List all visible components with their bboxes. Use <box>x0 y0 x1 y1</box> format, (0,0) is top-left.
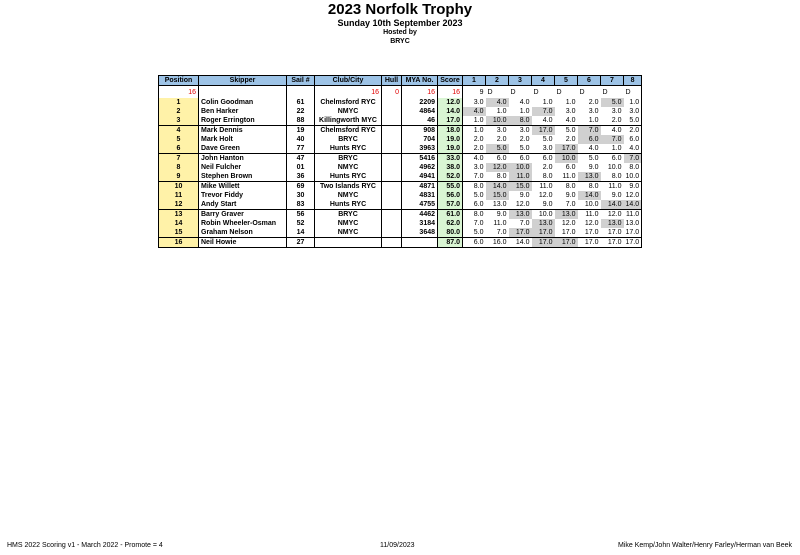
score-cell: 17.0 <box>438 116 463 126</box>
race-result-cell: 11.0 <box>509 172 532 182</box>
race-result-cell: 9.0 <box>624 182 642 192</box>
race-result-cell: 7.0 <box>486 228 509 238</box>
score-cell: 56.0 <box>438 191 463 200</box>
race-result-cell: 12.0 <box>584 220 599 227</box>
race-result-cell: 9.0 <box>532 200 555 210</box>
race-result-cell: 5.0 <box>463 228 486 238</box>
hull-cell <box>382 135 402 144</box>
sail-cell: 61 <box>287 98 315 107</box>
race-result-cell: 11.0 <box>539 183 553 190</box>
hull-cell <box>382 191 402 200</box>
race-result-cell: 3.0 <box>473 164 484 171</box>
race-result-cell: 17.0 <box>624 238 642 248</box>
table-row <box>159 210 642 220</box>
skipper-cell: Barry Graver <box>199 210 287 220</box>
score-cell: 14.0 <box>438 107 463 116</box>
race-result-cell: 11.0 <box>493 220 507 227</box>
mya-cell: 4831 <box>402 191 438 200</box>
race-result-cell: 1.0 <box>565 99 576 106</box>
race-result-cell: 6.0 <box>578 135 601 144</box>
sail-cell: 52 <box>287 219 315 228</box>
race-result-cell: 9.0 <box>496 211 507 218</box>
skipper-cell: Robin Wheeler-Osman <box>199 219 287 228</box>
race-label: D <box>579 88 585 96</box>
race-result-cell: 4.0 <box>611 127 622 134</box>
skipper-cell: John Hanton <box>199 154 287 164</box>
score-cell: 62.0 <box>438 219 463 228</box>
race-result-cell: 8.0 <box>565 183 576 190</box>
club-cell: NMYC <box>315 107 382 116</box>
score-cell: 57.0 <box>438 200 463 210</box>
race-result-cell: 9.0 <box>611 192 622 199</box>
mya-cell: 5416 <box>402 154 438 164</box>
race-result-cell: 6.0 <box>463 200 486 210</box>
position-cell: 10 <box>159 182 199 192</box>
race-result-cell: 1.0 <box>542 99 553 106</box>
mya-cell: 3184 <box>402 219 438 228</box>
table-row <box>159 191 642 200</box>
race-result-cell: 17.0 <box>509 228 532 238</box>
race-result-cell: 10.0 <box>538 211 553 218</box>
club-cell: NMYC <box>315 191 382 200</box>
race-label: D <box>602 88 608 96</box>
hull-cell <box>382 107 402 116</box>
table-row <box>159 144 642 154</box>
column-header: 4 <box>532 76 555 86</box>
race-result-cell: 8.0 <box>624 163 642 172</box>
skipper-cell: Colin Goodman <box>199 98 287 107</box>
club-count: 16 <box>315 86 382 99</box>
position-cell: 6 <box>159 144 199 154</box>
race-result-cell: 12.0 <box>607 211 622 218</box>
mya-cell: 908 <box>402 126 438 136</box>
table-row <box>159 98 642 107</box>
club-cell: Hunts RYC <box>315 200 382 210</box>
race-label: D <box>556 88 562 96</box>
race-result-cell: 17.0 <box>555 228 578 238</box>
sail-cell: 22 <box>287 107 315 116</box>
sail-cell: 27 <box>287 238 315 248</box>
column-header: Position <box>159 76 199 86</box>
race-result-cell: 13.0 <box>532 219 555 228</box>
hull-cell <box>382 144 402 154</box>
race-result-cell: 2.0 <box>473 136 484 143</box>
sail-cell: 40 <box>287 135 315 144</box>
column-header: 3 <box>509 76 532 86</box>
position-cell: 8 <box>159 163 199 172</box>
table-row <box>159 219 642 228</box>
race-result-cell: 2.0 <box>496 136 507 143</box>
race-result-cell: 4.0 <box>578 144 601 154</box>
race-result-cell: 15.0 <box>509 182 532 192</box>
race-result-cell: 2.0 <box>519 136 530 143</box>
position-cell: 2 <box>159 107 199 116</box>
race-result-cell: 7.0 <box>601 135 624 144</box>
mya-cell: 46 <box>402 116 438 126</box>
score-cell: 18.0 <box>438 126 463 136</box>
race-result-cell: 3.0 <box>519 127 530 134</box>
race-result-cell: 1.0 <box>473 127 484 134</box>
race-result-cell: 5.0 <box>601 98 624 107</box>
race-result-cell: 6.0 <box>565 164 576 171</box>
race-label: D <box>510 88 516 96</box>
race-result-cell: 10.0 <box>555 154 578 164</box>
club-cell: Killingworth MYC <box>315 116 382 126</box>
club-cell: BRYC <box>315 210 382 220</box>
sail-cell: 56 <box>287 210 315 220</box>
column-header: Score <box>438 76 463 86</box>
race-result-cell: 13.0 <box>578 172 601 182</box>
race-result-cell: 10.0 <box>607 164 622 171</box>
sail-cell: 19 <box>287 126 315 136</box>
race-result-cell: 1.0 <box>624 98 642 107</box>
race-result-cell: 13.0 <box>509 210 532 220</box>
club-cell: BRYC <box>315 154 382 164</box>
score-cell: 87.0 <box>438 238 463 248</box>
position-cell: 12 <box>159 200 199 210</box>
race-result-cell: 17.0 <box>624 228 642 238</box>
race-result-cell: 7.0 <box>463 172 486 182</box>
race-result-cell: 1.0 <box>601 144 624 154</box>
score-cell: 52.0 <box>438 172 463 182</box>
skipper-cell: Ben Harker <box>199 107 287 116</box>
column-header: 1 <box>463 76 486 86</box>
race-result-cell: 2.0 <box>588 99 599 106</box>
mya-cell: 4462 <box>402 210 438 220</box>
race-result-cell: 7.0 <box>532 107 555 116</box>
race-result-cell: 10.0 <box>486 116 509 126</box>
skipper-cell: Graham Nelson <box>199 228 287 238</box>
race-result-cell: 11.0 <box>585 211 599 218</box>
race-result-cell: 3.0 <box>473 99 484 106</box>
race-result-cell: 5.0 <box>473 192 484 199</box>
sail-cell: 83 <box>287 200 315 210</box>
hull-cell <box>382 126 402 136</box>
race-result-cell: 11.0 <box>624 210 642 220</box>
race-result-cell: 4.0 <box>624 144 642 154</box>
column-header: 5 <box>555 76 578 86</box>
race-result-cell: 3.0 <box>565 108 576 115</box>
race-result-cell: 9.0 <box>588 164 599 171</box>
race-result-cell: 14.0 <box>624 200 642 210</box>
score-cell: 61.0 <box>438 210 463 220</box>
column-header: 2 <box>486 76 509 86</box>
race-result-cell: 5.0 <box>486 144 509 154</box>
hull-cell <box>382 219 402 228</box>
race-result-cell: 8.0 <box>473 211 484 218</box>
score-cell: 19.0 <box>438 135 463 144</box>
race-result-cell: 7.0 <box>519 220 530 227</box>
results-table <box>158 75 642 248</box>
sail-cell: 77 <box>287 144 315 154</box>
mya-cell: 704 <box>402 135 438 144</box>
position-cell: 15 <box>159 228 199 238</box>
hosted-by-label: Hosted by <box>383 29 417 36</box>
mya-cell: 2209 <box>402 98 438 107</box>
race-result-cell: 6.0 <box>542 155 553 162</box>
race-result-cell: 12.0 <box>538 192 553 199</box>
race-result-cell: 2.0 <box>601 116 624 126</box>
mya-count: 16 <box>402 86 438 99</box>
club-cell: Chelmsford RYC <box>315 98 382 107</box>
race-result-cell: 5.0 <box>624 116 642 126</box>
hull-cell <box>382 116 402 126</box>
sail-cell: 14 <box>287 228 315 238</box>
race-result-cell: 8.0 <box>486 172 509 182</box>
skipper-cell: Mark Dennis <box>199 126 287 136</box>
sail-cell: 47 <box>287 154 315 164</box>
sail-cell: 01 <box>287 163 315 172</box>
table-row <box>159 135 642 144</box>
sail-cell: 88 <box>287 116 315 126</box>
position-cell: 14 <box>159 219 199 228</box>
race-result-cell: 12.0 <box>624 191 642 200</box>
header-row <box>159 76 642 86</box>
hull-cell <box>382 238 402 248</box>
race-result-cell: 7.0 <box>624 154 642 164</box>
race-label: D <box>487 88 493 96</box>
race-label: D <box>533 88 539 96</box>
skipper-cell: Trevor Fiddy <box>199 191 287 200</box>
position-cell: 13 <box>159 210 199 220</box>
race-result-cell: 4.0 <box>486 98 509 107</box>
column-header: 7 <box>601 76 624 86</box>
skipper-cell: Andy Start <box>199 200 287 210</box>
mya-cell: 4871 <box>402 182 438 192</box>
race-result-cell: 8.0 <box>473 183 484 190</box>
race-result-cell: 8.0 <box>509 116 532 126</box>
race-result-cell: 5.0 <box>565 127 576 134</box>
club-cell: Hunts RYC <box>315 144 382 154</box>
race-result-cell: 14.0 <box>486 182 509 192</box>
position-cell: 11 <box>159 191 199 200</box>
footer-credits: Mike Kemp/John Walter/Henry Farley/Herman van Beek <box>617 542 792 549</box>
race-result-cell: 5.0 <box>542 136 553 143</box>
race-result-cell: 6.0 <box>463 238 486 248</box>
hull-cell <box>382 210 402 220</box>
club-cell: Hunts RYC <box>315 172 382 182</box>
table-row <box>159 107 642 116</box>
score-cell: 19.0 <box>438 144 463 154</box>
race-result-cell: 6.0 <box>611 155 622 162</box>
sail-cell: 36 <box>287 172 315 182</box>
position-cell: 9 <box>159 172 199 182</box>
race-result-cell: 17.0 <box>601 228 624 238</box>
footer-version: HMS 2022 Scoring v1 - March 2022 - Promote = 4 <box>7 542 163 549</box>
race-result-cell: 17.0 <box>555 144 578 154</box>
column-header: Hull <box>382 76 402 86</box>
position-cell: 1 <box>159 98 199 107</box>
race-result-cell: 13.0 <box>486 200 509 210</box>
race-result-cell: 17.0 <box>601 238 624 248</box>
race-result-cell: 16.0 <box>486 238 509 248</box>
club-cell: NMYC <box>315 163 382 172</box>
race-result-cell: 6.0 <box>496 155 507 162</box>
race-result-cell: 4.0 <box>555 116 578 126</box>
page-title: 2023 Norfolk Trophy <box>327 1 473 18</box>
race-result-cell: 5.0 <box>588 155 599 162</box>
race-result-cell: 6.0 <box>624 135 642 144</box>
hull-cell <box>382 200 402 210</box>
column-header: Club/City <box>315 76 382 86</box>
club-cell: Chelmsford RYC <box>315 126 382 136</box>
race-result-cell: 11.0 <box>555 172 578 182</box>
mya-cell: 4941 <box>402 172 438 182</box>
race-result-cell: 10.0 <box>509 163 532 172</box>
race-result-cell: 6.0 <box>519 155 530 162</box>
position-cell: 16 <box>159 238 199 248</box>
race-result-cell: 17.0 <box>578 228 601 238</box>
race-result-cell: 9.0 <box>519 192 530 199</box>
mya-cell: 3648 <box>402 228 438 238</box>
race-result-cell: 17.0 <box>555 238 578 248</box>
race-label: D <box>624 86 642 99</box>
race-result-cell: 4.0 <box>532 116 555 126</box>
race-result-cell: 13.0 <box>624 219 642 228</box>
race-result-cell: 12.0 <box>486 163 509 172</box>
score-cell: 38.0 <box>438 163 463 172</box>
race-result-cell: 13.0 <box>555 210 578 220</box>
position-cell: 4 <box>159 126 199 136</box>
count-row <box>159 86 642 99</box>
hull-cell <box>382 182 402 192</box>
race-result-cell: 17.0 <box>532 238 555 248</box>
race-result-cell: 15.0 <box>486 191 509 200</box>
race-result-cell: 11.0 <box>608 183 622 190</box>
skipper-cell: Neil Howie <box>199 238 287 248</box>
skipper-cell: Mark Holt <box>199 135 287 144</box>
host-club: BRYC <box>390 38 410 45</box>
race-result-cell: 2.0 <box>624 126 642 136</box>
race-result-cell: 7.0 <box>578 126 601 136</box>
race1-count: 9 <box>479 88 484 96</box>
table-row <box>159 182 642 192</box>
race-result-cell: 3.0 <box>532 144 555 154</box>
hull-cell <box>382 163 402 172</box>
table-row <box>159 172 642 182</box>
column-header: MYA No. <box>402 76 438 86</box>
hull-cell <box>382 172 402 182</box>
table-row <box>159 238 642 248</box>
score-count: 16 <box>438 86 463 99</box>
hull-count: 0 <box>382 86 402 99</box>
table-row <box>159 116 642 126</box>
race-result-cell: 9.0 <box>565 192 576 199</box>
hull-cell <box>382 98 402 107</box>
club-cell: NMYC <box>315 228 382 238</box>
column-header: 6 <box>578 76 601 86</box>
score-cell: 12.0 <box>438 98 463 107</box>
race-result-cell: 2.0 <box>463 144 486 154</box>
race-result-cell: 1.0 <box>578 116 601 126</box>
mya-cell: 4962 <box>402 163 438 172</box>
position-cell: 5 <box>159 135 199 144</box>
race-result-cell: 1.0 <box>519 108 530 115</box>
race-result-cell: 12.0 <box>509 200 532 210</box>
sail-cell: 30 <box>287 191 315 200</box>
race-result-cell: 13.0 <box>601 219 624 228</box>
race-result-cell: 7.0 <box>555 200 578 210</box>
position-cell: 7 <box>159 154 199 164</box>
club-cell: NMYC <box>315 219 382 228</box>
race-result-cell: 8.0 <box>588 183 599 190</box>
skipper-cell: Stephen Brown <box>199 172 287 182</box>
skipper-cell: Neil Fulcher <box>199 163 287 172</box>
hull-cell <box>382 154 402 164</box>
table-row <box>159 154 642 164</box>
column-header: 8 <box>624 76 642 86</box>
club-cell: BRYC <box>315 135 382 144</box>
skipper-cell: Mike Willett <box>199 182 287 192</box>
skipper-cell: Dave Green <box>199 144 287 154</box>
sail-cell: 69 <box>287 182 315 192</box>
table-row <box>159 228 642 238</box>
club-cell <box>315 238 382 248</box>
score-cell: 33.0 <box>438 154 463 164</box>
race-result-cell: 5.0 <box>509 144 532 154</box>
score-cell: 80.0 <box>438 228 463 238</box>
table-row <box>159 126 642 136</box>
race-result-cell: 4.0 <box>519 99 530 106</box>
skipper-cell: Roger Errington <box>199 116 287 126</box>
race-result-cell: 10.0 <box>624 172 642 182</box>
race-result-cell: 12.0 <box>561 220 576 227</box>
race-result-cell: 17.0 <box>532 126 555 136</box>
footer-date: 11/09/2023 <box>380 542 415 549</box>
race-result-cell: 8.0 <box>601 172 624 182</box>
race-result-cell: 3.0 <box>588 108 599 115</box>
race-result-cell: 1.0 <box>496 108 507 115</box>
position-cell: 3 <box>159 116 199 126</box>
column-header: Sail # <box>287 76 315 86</box>
race-result-cell: 17.0 <box>578 238 601 248</box>
race-result-cell: 3.0 <box>496 127 507 134</box>
position-count: 16 <box>159 86 199 99</box>
race-result-cell: 14.0 <box>578 191 601 200</box>
mya-cell: 4755 <box>402 200 438 210</box>
mya-cell: 3963 <box>402 144 438 154</box>
race-result-cell: 7.0 <box>473 220 484 227</box>
column-header: Skipper <box>199 76 287 86</box>
event-date: Sunday 10th September 2023 <box>337 18 463 28</box>
race-result-cell: 3.0 <box>611 108 622 115</box>
race-result-cell: 1.0 <box>463 116 486 126</box>
score-cell: 55.0 <box>438 182 463 192</box>
race-result-cell: 8.0 <box>532 172 555 182</box>
table-row <box>159 163 642 172</box>
hull-cell <box>382 228 402 238</box>
race-result-cell: 14.0 <box>509 238 532 248</box>
race-result-cell: 4.0 <box>463 107 486 116</box>
table-row <box>159 200 642 210</box>
race-result-cell: 3.0 <box>624 107 642 116</box>
race-result-cell: 17.0 <box>532 228 555 238</box>
race-result-cell: 4.0 <box>473 155 484 162</box>
club-cell: Two Islands RYC <box>315 182 382 192</box>
race-result-cell: 14.0 <box>601 200 624 210</box>
race-result-cell: 10.0 <box>578 200 601 210</box>
race-result-cell: 2.0 <box>542 164 553 171</box>
mya-cell <box>402 238 438 248</box>
race-result-cell: 2.0 <box>565 136 576 143</box>
mya-cell: 4864 <box>402 107 438 116</box>
